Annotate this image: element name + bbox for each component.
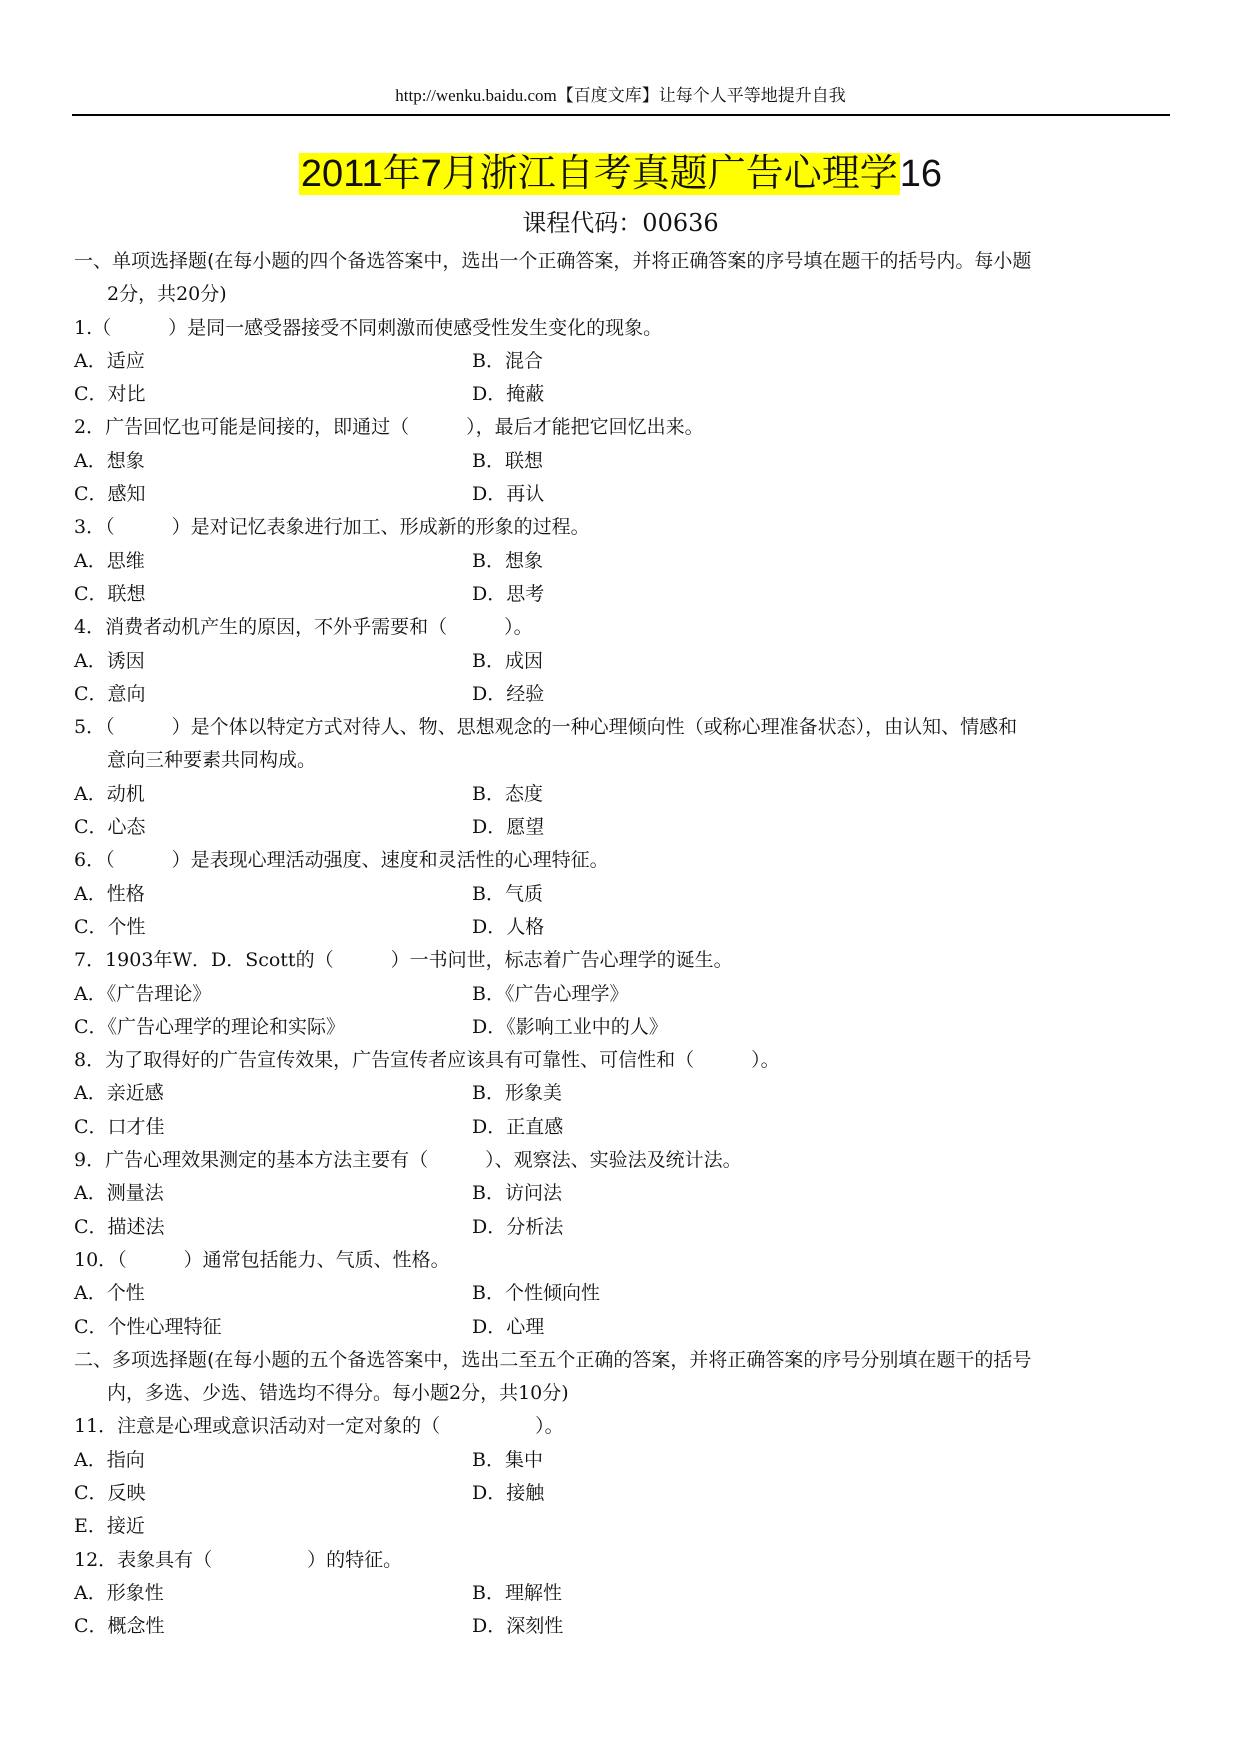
question-stem: 9．广告心理效果测定的基本方法主要有（ ）、观察法、实验法及统计法。 xyxy=(74,1149,742,1172)
option-b: B．态度 xyxy=(472,782,543,805)
option-a: A．诱因 xyxy=(74,649,145,672)
section-1-heading-cont: 2分，共20分) xyxy=(107,283,227,306)
option-row xyxy=(74,678,1174,711)
option-row xyxy=(74,778,1174,811)
header-rule xyxy=(72,114,1170,116)
page-header: http://wenku.baidu.com【百度文库】让每个人平等地提升自我 xyxy=(395,86,846,105)
question-stem: 6．（ ）是表现心理活动强度、速度和灵活性的心理特征。 xyxy=(74,849,609,872)
course-code: 课程代码：00636 xyxy=(522,209,719,237)
option-c: C．个性 xyxy=(74,915,146,938)
option-row xyxy=(74,1577,1174,1610)
option-b: B．气质 xyxy=(472,882,543,905)
option-c: C．《广告心理学的理论和实际》 xyxy=(74,1015,346,1038)
question-stem-cont: 意向三种要素共同构成。 xyxy=(107,749,317,772)
option-row xyxy=(74,478,1174,511)
option-d: D．心理 xyxy=(472,1315,545,1338)
option-row xyxy=(74,445,1174,478)
option-row xyxy=(74,1111,1174,1144)
option-c: C．联想 xyxy=(74,582,146,605)
option-b: B．访问法 xyxy=(472,1182,562,1205)
option-d: D．掩蔽 xyxy=(472,383,545,406)
option-row xyxy=(74,1177,1174,1210)
question-content xyxy=(74,245,1174,1643)
option-c: C．对比 xyxy=(74,383,146,406)
option-b: B．形象美 xyxy=(472,1082,562,1105)
option-b: B．集中 xyxy=(472,1448,543,1471)
question-stem: 5．（ ）是个体以特定方式对待人、物、思想观念的一种心理倾向性（或称心理准备状态），由认知、情感和 xyxy=(74,716,1018,739)
question-stem: 7．1903年W．D．Scott的（ ）一书问世，标志着广告心理学的诞生。 xyxy=(74,949,733,972)
option-c: C．反映 xyxy=(74,1481,146,1504)
option-row xyxy=(74,1077,1174,1110)
option-c: C．感知 xyxy=(74,483,146,506)
question-stem: 1.（ ）是同一感受器接受不同刺激而使感受性发生变化的现象。 xyxy=(74,316,663,339)
question-stem: 4．消费者动机产生的原因，不外乎需要和（ ）。 xyxy=(74,616,533,639)
title-suffix: 16 xyxy=(899,153,943,195)
option-c: C．心态 xyxy=(74,816,146,839)
option-d: D．经验 xyxy=(472,682,545,705)
option-a: A．适应 xyxy=(74,349,145,372)
option-d: D．正直感 xyxy=(472,1115,564,1138)
option-c: C．描述法 xyxy=(74,1215,165,1238)
section-1-heading: 一、单项选择题(在每小题的四个备选答案中，选出一个正确答案，并将正确答案的序号填在题干的括号内。每小题 xyxy=(74,250,1032,272)
option-a: A．性格 xyxy=(74,882,145,905)
option-b: B．联想 xyxy=(472,449,543,472)
option-row xyxy=(74,878,1174,911)
option-d: D．分析法 xyxy=(472,1215,564,1238)
option-row xyxy=(74,1477,1174,1510)
option-row xyxy=(74,578,1174,611)
option-b: B．成因 xyxy=(472,649,543,672)
option-d: D．深刻性 xyxy=(472,1615,564,1638)
option-c: C．个性心理特征 xyxy=(74,1315,222,1338)
option-row xyxy=(74,545,1174,578)
section-2-heading-cont: 内，多选、少选、错选均不得分。每小题2分，共10分) xyxy=(107,1382,569,1405)
option-row xyxy=(74,1510,1174,1543)
option-b: B．理解性 xyxy=(472,1581,562,1604)
option-c: C．口才佳 xyxy=(74,1115,165,1138)
option-b: B．个性倾向性 xyxy=(472,1282,600,1305)
question-stem: 11．注意是心理或意识活动对一定对象的（ ）。 xyxy=(74,1415,564,1438)
question-stem: 3．（ ）是对记忆表象进行加工、形成新的形象的过程。 xyxy=(74,516,590,539)
option-b: B．想象 xyxy=(472,549,543,572)
option-row xyxy=(74,1277,1174,1310)
option-a: A．个性 xyxy=(74,1282,145,1305)
option-row xyxy=(74,345,1174,378)
title-highlighted-text: 2011年7月浙江自考真题广告心理学 xyxy=(300,153,898,195)
option-d: D．思考 xyxy=(472,582,545,605)
question-stem: 8．为了取得好的广告宣传效果，广告宣传者应该具有可靠性、可信性和（ ）。 xyxy=(74,1049,780,1072)
option-d: D．人格 xyxy=(472,915,545,938)
option-row xyxy=(74,645,1174,678)
option-row xyxy=(74,978,1174,1011)
option-a: A．想象 xyxy=(74,449,145,472)
document-title xyxy=(0,148,1241,200)
option-a: A．思维 xyxy=(74,549,145,572)
option-d: D．愿望 xyxy=(472,816,545,839)
option-a: A．亲近感 xyxy=(74,1082,164,1105)
option-row xyxy=(74,1444,1174,1477)
option-row xyxy=(74,1211,1174,1244)
option-row xyxy=(74,378,1174,411)
question-stem: 2．广告回忆也可能是间接的，即通过（ ），最后才能把它回忆出来。 xyxy=(74,416,704,439)
option-d: D．再认 xyxy=(472,483,545,506)
option-b: B．《广告心理学》 xyxy=(472,982,629,1005)
option-row xyxy=(74,1311,1174,1344)
option-a: A．动机 xyxy=(74,782,145,805)
option-a: A．《广告理论》 xyxy=(74,982,212,1005)
option-d: D．接触 xyxy=(472,1481,545,1504)
option-c: C．概念性 xyxy=(74,1615,165,1638)
option-a: A．指向 xyxy=(74,1448,145,1471)
option-c: C．意向 xyxy=(74,682,146,705)
option-d: D．《影响工业中的人》 xyxy=(472,1015,668,1038)
section-2-heading: 二、多项选择题(在每小题的五个备选答案中，选出二至五个正确的答案，并将正确答案的序号分别填在题干的括号 xyxy=(74,1348,1032,1371)
option-e: E．接近 xyxy=(74,1515,145,1538)
option-b: B．混合 xyxy=(472,349,543,372)
option-a: A．测量法 xyxy=(74,1182,164,1205)
option-row xyxy=(74,1011,1174,1044)
option-row xyxy=(74,911,1174,944)
option-row xyxy=(74,1610,1174,1643)
question-stem: 12．表象具有（ ）的特征。 xyxy=(74,1548,403,1571)
question-stem: 10．（ ）通常包括能力、气质、性格。 xyxy=(74,1248,450,1271)
option-row xyxy=(74,811,1174,844)
option-a: A．形象性 xyxy=(74,1581,164,1604)
